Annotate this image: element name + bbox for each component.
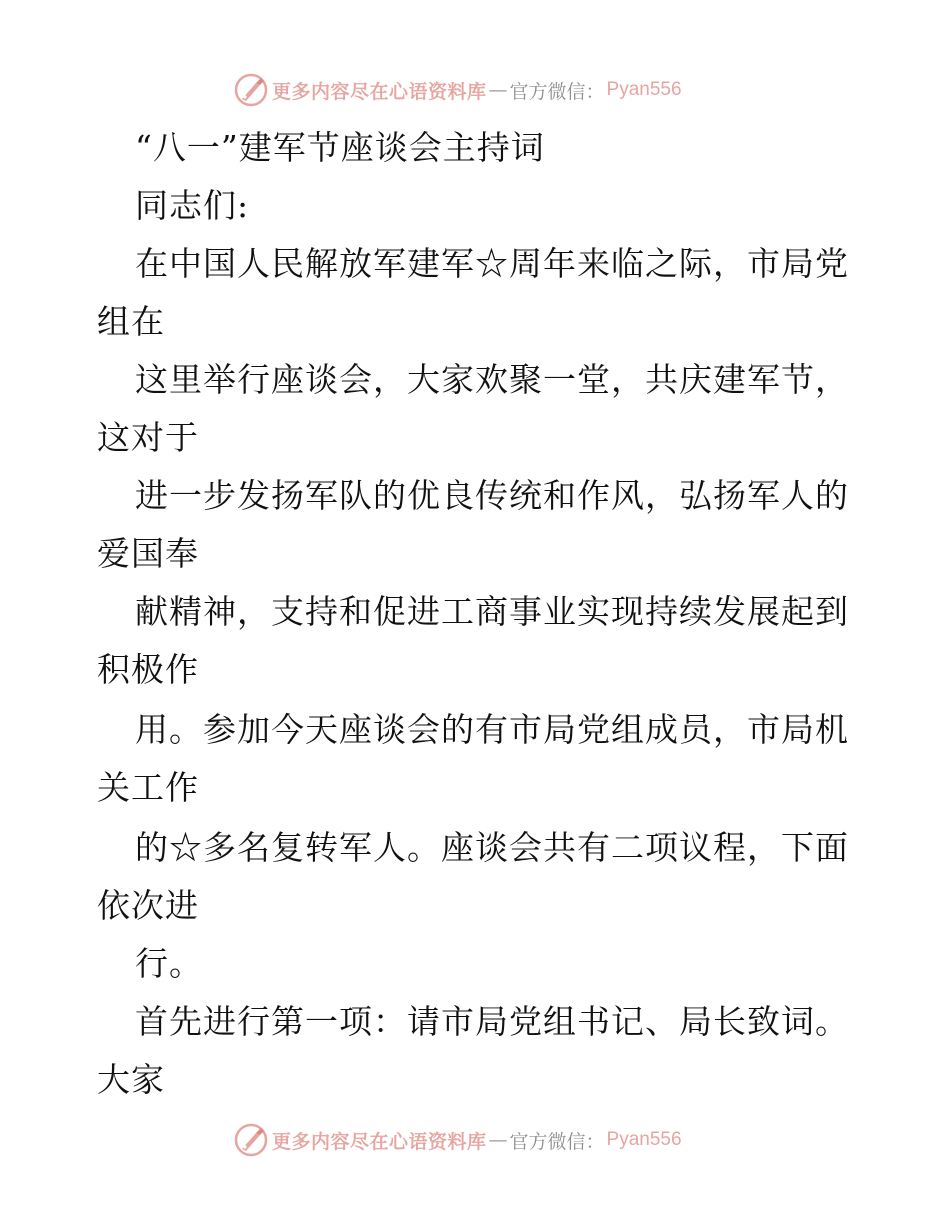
- paragraph-line: 进一步发扬军队的优良传统和作风，弘扬军人的: [135, 476, 849, 515]
- paragraph-line: 献精神，支持和促进工商事业实现持续发展起到: [135, 592, 849, 631]
- watermark-wechat-id: Pyan556: [606, 1129, 682, 1150]
- paragraph-line: 爱国奉: [97, 534, 199, 573]
- watermark-text: 更多内容尽在心语资料库: [272, 1130, 487, 1153]
- watermark-wechat-label: 官方微信：: [509, 80, 605, 103]
- paragraph-line: 首先进行第一项：请市局党组书记、局长致词。: [135, 1002, 849, 1041]
- paragraph-line: 组在: [97, 302, 165, 341]
- watermark-wechat-label: 官方微信：: [509, 1130, 605, 1153]
- paragraph-line: 依次进: [97, 886, 199, 925]
- paragraph-line: 在中国人民解放军建军☆周年来临之际，市局党: [135, 244, 849, 283]
- fountain-pen-logo-icon: [234, 1123, 268, 1157]
- watermark-wechat-id: Pyan556: [606, 79, 682, 100]
- paragraph-line: 积极作: [97, 650, 199, 689]
- paragraph-line: 的☆多名复转军人。座谈会共有二项议程，下面: [135, 828, 849, 867]
- watermark-text: 更多内容尽在心语资料库: [272, 80, 487, 103]
- paragraph-line: 这对于: [97, 418, 199, 457]
- paragraph-line: 用。参加今天座谈会的有市局党组成员，市局机: [135, 710, 849, 749]
- document-greeting: 同志们:: [135, 186, 250, 225]
- watermark-banner-bottom: [234, 1122, 682, 1158]
- paragraph-line: 这里举行座谈会，大家欢聚一堂，共庆建军节，: [135, 360, 849, 399]
- fountain-pen-logo-icon: [234, 73, 268, 107]
- document-title: “八一”建军节座谈会主持词: [135, 128, 545, 167]
- watermark-banner-top: [234, 72, 682, 108]
- paragraph-line: 行。: [135, 944, 203, 983]
- watermark-dash: —: [488, 1129, 508, 1151]
- paragraph-line: 关工作: [97, 768, 199, 807]
- paragraph-line: 大家: [97, 1060, 165, 1099]
- watermark-dash: —: [488, 79, 508, 101]
